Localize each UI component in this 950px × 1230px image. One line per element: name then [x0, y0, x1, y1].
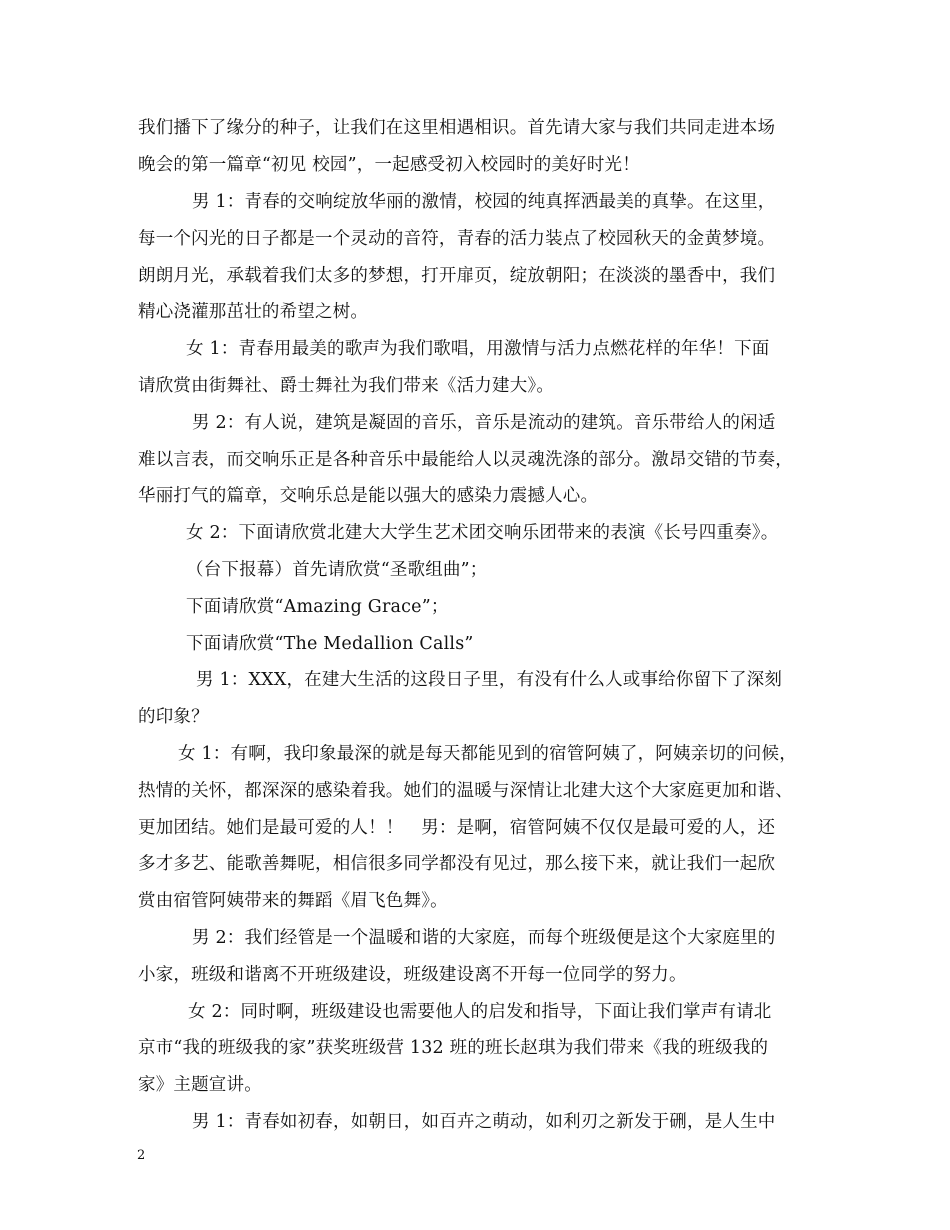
text-line: 我们播下了缘分的种子，让我们在这里相遇相识。首先请大家与我们共同走进本场 — [138, 118, 776, 138]
text-line: 晚会的第一篇章“初见 校园”，一起感受初入校园时的美好时光！ — [138, 155, 640, 175]
text-line: 女 1：青春用最美的歌声为我们歌唱，用激情与活力点燃花样的年华！下面 — [186, 339, 770, 359]
text-line: 男 2：有人说，建筑是凝固的音乐，音乐是流动的建筑。音乐带给人的闲适 — [192, 413, 776, 433]
text-line: 下面请欣赏“Amazing Grace”； — [186, 597, 449, 617]
text-line: 的印象？ — [138, 707, 209, 727]
text-line: 华丽打气的篇章，交响乐总是能以强大的感染力震撼人心。 — [138, 486, 599, 506]
text-line: 女 2：同时啊，班级建设也需要他人的启发和指导，下面让我们掌声有请北 — [188, 1002, 772, 1022]
text-line: 男 2：我们经管是一个温暖和谐的大家庭，而每个班级便是这个大家庭里的 — [192, 928, 776, 948]
page-number: 2 — [137, 1148, 146, 1163]
text-line: 难以言表，而交响乐正是各种音乐中最能给人以灵魂洗涤的部分。激昂交错的节奏， — [138, 450, 793, 470]
text-line: 请欣赏由街舞社、爵士舞社为我们带来《活力建大》。 — [138, 376, 555, 396]
text-line: 精心浇灌那茁壮的希望之树。 — [138, 302, 369, 322]
text-line: 女 2：下面请欣赏北建大大学生艺术团交响乐团带来的表演《长号四重奏》。 — [186, 523, 779, 543]
text-line: 多才多艺、能歌善舞呢，相信很多同学都没有见过，那么接下来，就让我们一起欣 — [138, 854, 776, 874]
text-line: 热情的关怀，都深深的感染着我。她们的温暖与深情让北建大这个大家庭更加和谐、 — [138, 781, 793, 801]
text-line: 小家，班级和谐离不开班级建设，班级建设离不开每一位同学的努力。 — [138, 965, 687, 985]
text-line: （台下报幕）首先请欣赏“圣歌组曲”； — [186, 560, 488, 580]
text-line: 男 1：青春如初春，如朝日，如百卉之萌动，如利刃之新发于硎，是人生中 — [192, 1112, 776, 1132]
text-line: 男 1：青春的交响绽放华丽的激情，校园的纯真挥洒最美的真挚。在这里， — [192, 192, 776, 212]
text-line: 更加团结。她们是最可爱的人！！ 男：是啊，宿管阿姨不仅仅是最可爱的人，还 — [138, 818, 776, 838]
text-line: 男 1：XXX，在建大生活的这段日子里，有没有什么人或事给你留下了深刻 — [196, 670, 783, 690]
text-line: 京市“我的班级我的家”获奖班级营 132 班的班长赵琪为我们带来《我的班级我的 — [138, 1038, 769, 1058]
text-line: 家》主题宣讲。 — [138, 1075, 262, 1095]
text-line: 下面请欣赏“The Medallion Calls” — [186, 634, 474, 654]
text-line: 每一个闪光的日子都是一个灵动的音符，青春的活力装点了校园秋天的金黄梦境。 — [138, 229, 776, 249]
text-line: 朗朗月光，承载着我们太多的梦想，打开扉页，绽放朝阳；在淡淡的墨香中，我们 — [138, 266, 776, 286]
text-line: 女 1：有啊，我印象最深的就是每天都能见到的宿管阿姨了，阿姨亲切的问候， — [178, 744, 797, 764]
text-line: 赏由宿管阿姨带来的舞蹈《眉飞色舞》。 — [138, 891, 448, 911]
